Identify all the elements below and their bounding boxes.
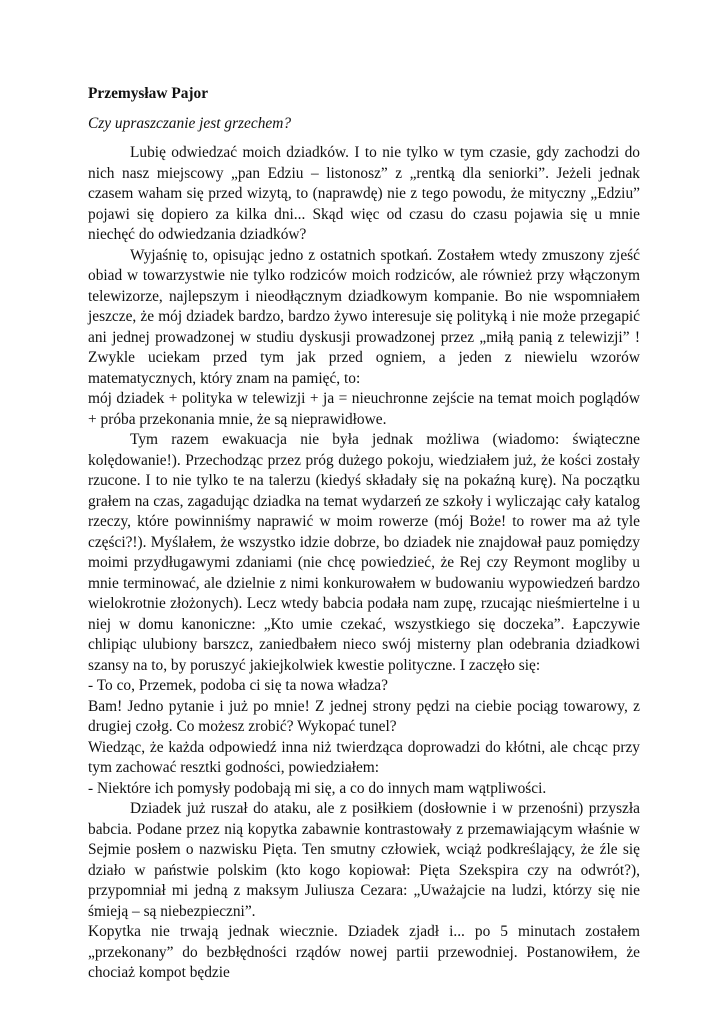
paragraph-10: Kopytka nie trwają jednak wiecznie. Dziadek zjadł i... po 5 minutach zostałem „przekonany” do bezbłędności rządów nowej partii przewodniej. Postanowiłem, że chociaż kompot będzie [88, 923, 640, 981]
paragraph-6: Bam! Jedno pytanie i już po mnie! Z jednej strony pędzi na ciebie pociąg towarowy, z drugiej czołg. Co możesz zrobić? Wykopać tunel? [88, 697, 640, 735]
paragraph-2: Wyjaśnię to, opisując jedno z ostatnich spotkań. Zostałem wtedy zmuszony zjeść obiad w towarzystwie nie tylko rodziców moich rodziców, ale również przy włączonym telewizorze, najlepszym i nieodłącznym dziadkowym kompanie. Bo nie wspomniałem jeszcze, że mój dziadek bardzo, bardzo żywo interesuje się polityką i nie może przegapić ani jednej prowadzonej w studiu dyskusji prowadzonej przez „miłą panią z telewizji” ! Zwykle uciekam przed tym jak przed ogniem, a jeden z niewielu wzorów matematycznych, który znam na pamięć, to: [88, 246, 640, 387]
document-body [88, 84, 640, 984]
paragraph-7: Wiedząc, że każda odpowiedź inna niż twierdząca doprowadzi do kłótni, ale chcąc przy tym zachować resztki godności, powiedziałem: [88, 738, 640, 776]
paragraph-9: Dziadek już ruszał do ataku, ale z posiłkiem (dosłownie i w przenośni) przyszła babcia. Podane przez nią kopytka zabawnie kontrastowały z przemawiającym właśnie w Sejmie posłem o nazwisku Pięta. Ten smutny człowiek, wciąż podkreślający, że źle się działo w państwie polskim (kto kogo kopiował: Pięta Szekspira czy na odwrót?), przypomniał mi jedną z maksym Juliusza Cezara: „Uważajcie na ludzi, którzy się nie śmieją – są niebezpieczni”. [88, 800, 640, 920]
dialogue-line-1: - To co, Przemek, podoba ci się ta nowa władza? [88, 677, 388, 694]
essay-title: Czy upraszczanie jest grzechem? [88, 114, 292, 132]
paragraph-4: Tym razem ewakuacja nie była jednak możliwa (wiadomo: świąteczne kolędowanie!). Przechodząc przez próg dużego pokoju, wiedziałem już, że kości zostały rzucone. I to nie tylko te na talerzu (kiedyś składały się na pokaźną kurę). Na początku grałem na czas, zagadując dziadka na temat wydarzeń ze szkoły i wyliczając cały katalog rzeczy, które powinniśmy naprawić w moim rowerze (mój Boże! to rower ma aż tyle części?!). Myślałem, że wszystko idzie dobrze, bo dziadek nie znajdował pauz pomiędzy moimi przydługawymi zdaniami (nie chcę powiedzieć, że Rej czy Reymont mogliby u mnie terminować, ale dzielnie z nimi konkurowałem w budowaniu wypowiedzeń bardzo wielokrotnie złożonych). Lecz wtedy babcia podała nam zupę, rzucając nieśmiertelne i u niej w domu kanoniczne: „Kto umie czekać, wszystkiego się doczeka”. Łapczywie chlipiąc ulubiony barszcz, zaniedbałem nieco swój misterny plan odebrania dziadkowi szansy na to, by poruszyć jakiejkolwiek kwestie polityczne. I zaczęło się: [88, 431, 640, 674]
dialogue-line-2: - Niektóre ich pomysły podobają mi się, a co do innych mam wątpliwości. [88, 779, 547, 797]
paragraph-1: Lubię odwiedzać moich dziadków. I to nie tylko w tym czasie, gdy zachodzi do nich nasz miejscowy „pan Edziu – listonosz” z „rentką dla seniorki”. Jeżeli jednak czasem waham się przed wizytą, to (naprawdę) nie z tego powodu, że mityczny „Edziu” pojawi się dopiero za kilka dni... Skąd więc od czasu do czasu pojawia się u mnie niechęć do odwiedzania dziadków? [88, 144, 640, 243]
author-name: Przemysław Pajor [88, 85, 209, 102]
paragraph-3-formula: mój dziadek + polityka w telewizji + ja = nieuchronne zejście na temat moich poglądów + próba przekonania mnie, że są nieprawidłowe. [88, 390, 640, 428]
